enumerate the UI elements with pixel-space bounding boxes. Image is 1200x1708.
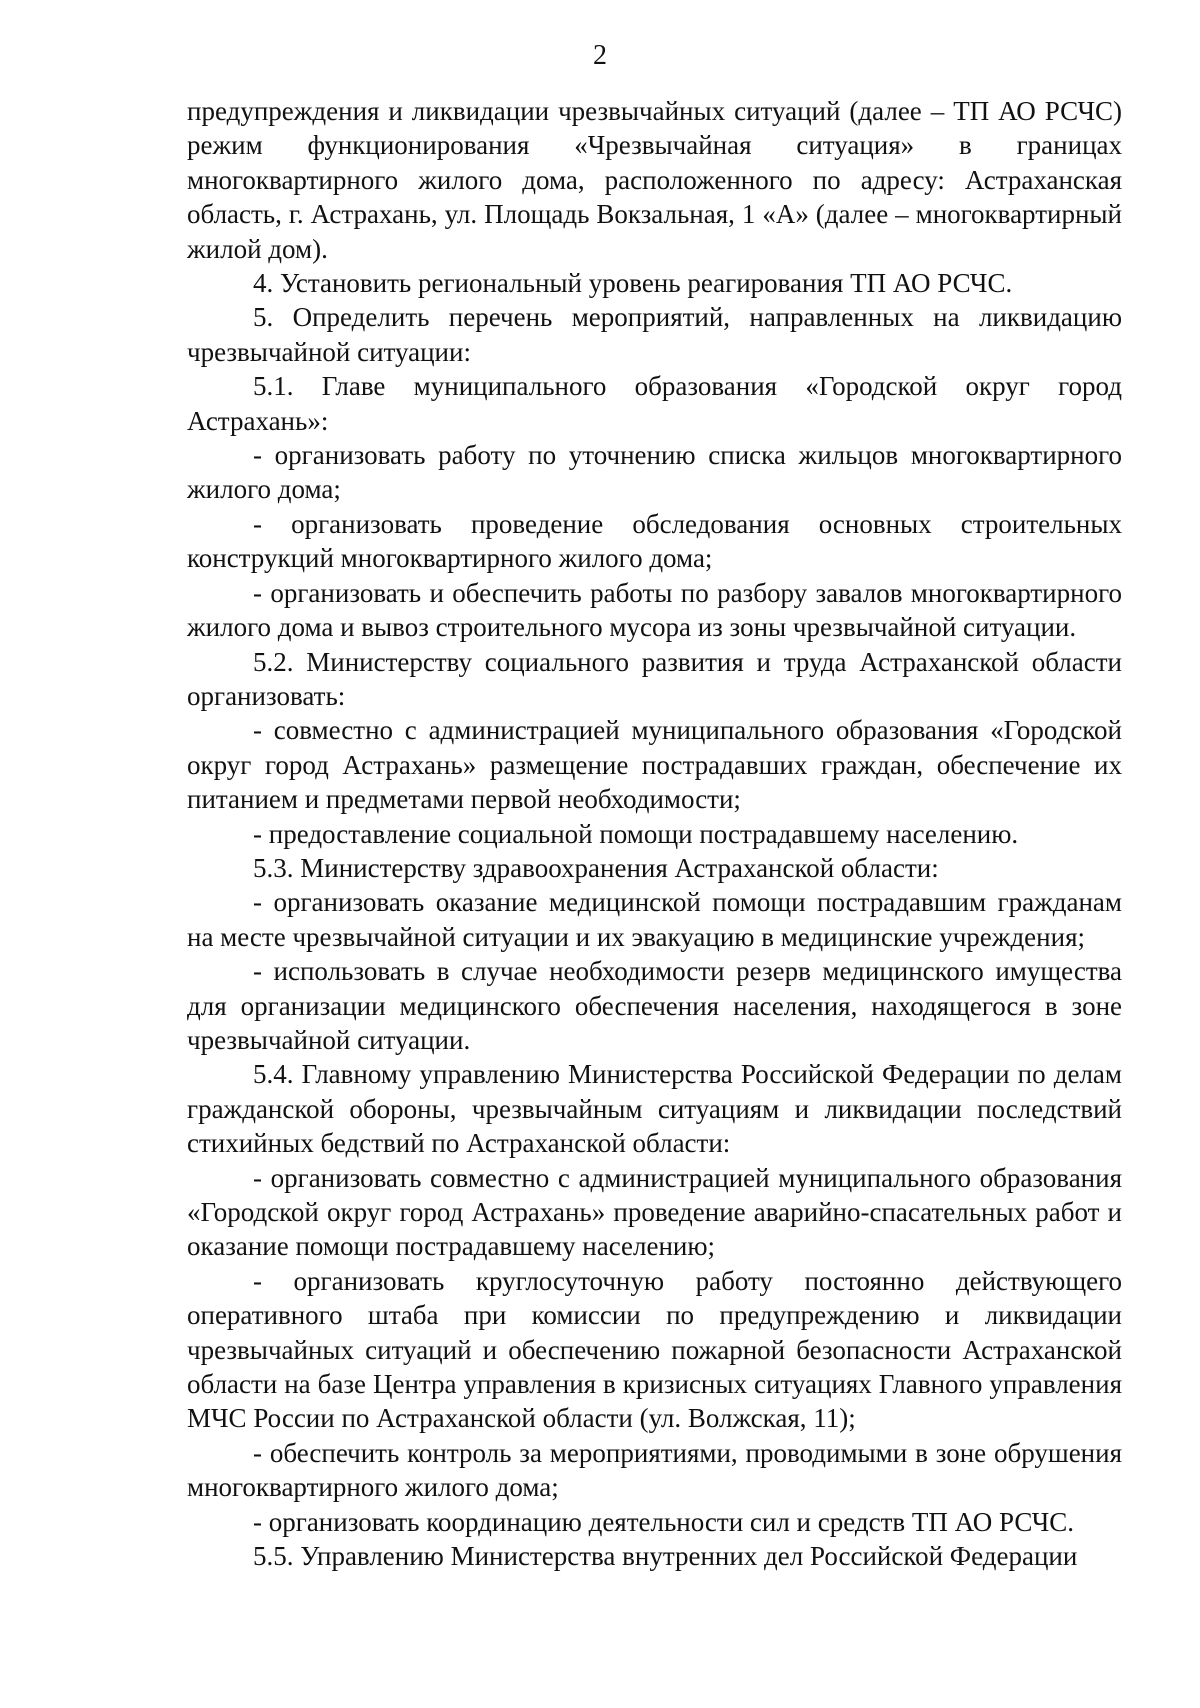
paragraph-item-5-1: 5.1. Главе муниципального образования «Городской округ город Астрахань»:: [187, 371, 1122, 436]
paragraph-bullet: - организовать оказание медицинской помощи пострадавшим гражданам на месте чрезвычайной ситуации и их эвакуацию в медицинские учреждения;: [187, 887, 1122, 952]
paragraph-item-5-5: 5.5. Управлению Министерства внутренних дел Российской Федерации: [253, 1541, 1078, 1572]
paragraph-item-5-4: 5.4. Главному управлению Министерства Российской Федерации по делам гражданской обороны, чрезвычайным ситуациям и ликвидации последствий стихийных бедствий по Астраханской области:: [187, 1059, 1122, 1159]
paragraph-bullet: - организовать работу по уточнению списка жильцов многоквартирного жилого дома;: [187, 440, 1122, 505]
paragraph-bullet: - организовать круглосуточную работу постоянно действующего оперативного штаба при комиссии по предупреждению и ликвидации чрезвычайных ситуаций и обеспечению пожарной безопасности Астраханской области на базе Центра управления в кризисных ситуациях Главного управления МЧС России по Астраханской области (ул. Волжская, 11);: [187, 1265, 1122, 1434]
paragraph-bullet: - организовать координацию деятельности сил и средств ТП АО РСЧС.: [253, 1506, 1075, 1537]
paragraph-bullet: - предоставление социальной помощи пострадавшему населению.: [253, 818, 1019, 849]
paragraph-item-5-2: 5.2. Министерству социального развития и труда Астраханской области организовать:: [187, 646, 1122, 711]
paragraph-item-4: 4. Установить региональный уровень реагирования ТП АО РСЧС.: [253, 268, 1013, 299]
paragraph-bullet: - организовать и обеспечить работы по разбору завалов многоквартирного жилого дома и вывоз строительного мусора из зоны чрезвычайной ситуации.: [187, 577, 1122, 643]
paragraph-bullet: - обеспечить контроль за мероприятиями, проводимыми в зоне обрушения многоквартирного жилого дома;: [187, 1437, 1122, 1503]
paragraph-item-5-3: 5.3. Министерству здравоохранения Астраханской области:: [253, 852, 939, 883]
paragraph-item-5: 5. Определить перечень мероприятий, направленных на ликвидацию чрезвычайной ситуации:: [187, 302, 1122, 367]
page-number: 2: [593, 40, 607, 71]
paragraph-continuation: предупреждения и ликвидации чрезвычайных ситуаций (далее – ТП АО РСЧС) режим функционирования «Чрезвычайная ситуация» в границах многоквартирного жилого дома, расположенного по адресу: Астраханская область, г. Астрахань, ул. Площадь Вокзальная, 1 «А» (далее – многоквартирный жилой дом).: [187, 96, 1122, 264]
paragraph-bullet: - организовать проведение обследования основных строительных конструкций многоквартирного жилого дома;: [187, 508, 1122, 574]
paragraph-bullet: - использовать в случае необходимости резерв медицинского имущества для организации медицинского обеспечения населения, находящегося в зоне чрезвычайной ситуации.: [187, 956, 1122, 1055]
document-body: [187, 94, 1122, 1573]
paragraph-bullet: - организовать совместно с администрацией муниципального образования «Городской округ город Астрахань» проведение аварийно-спасательных работ и оказание помощи пострадавшему населению;: [187, 1162, 1122, 1262]
paragraph-bullet: - совместно с администрацией муниципального образования «Городской округ город Астрахань» размещение пострадавших граждан, обеспечение их питанием и предметами первой необходимости;: [187, 715, 1122, 815]
